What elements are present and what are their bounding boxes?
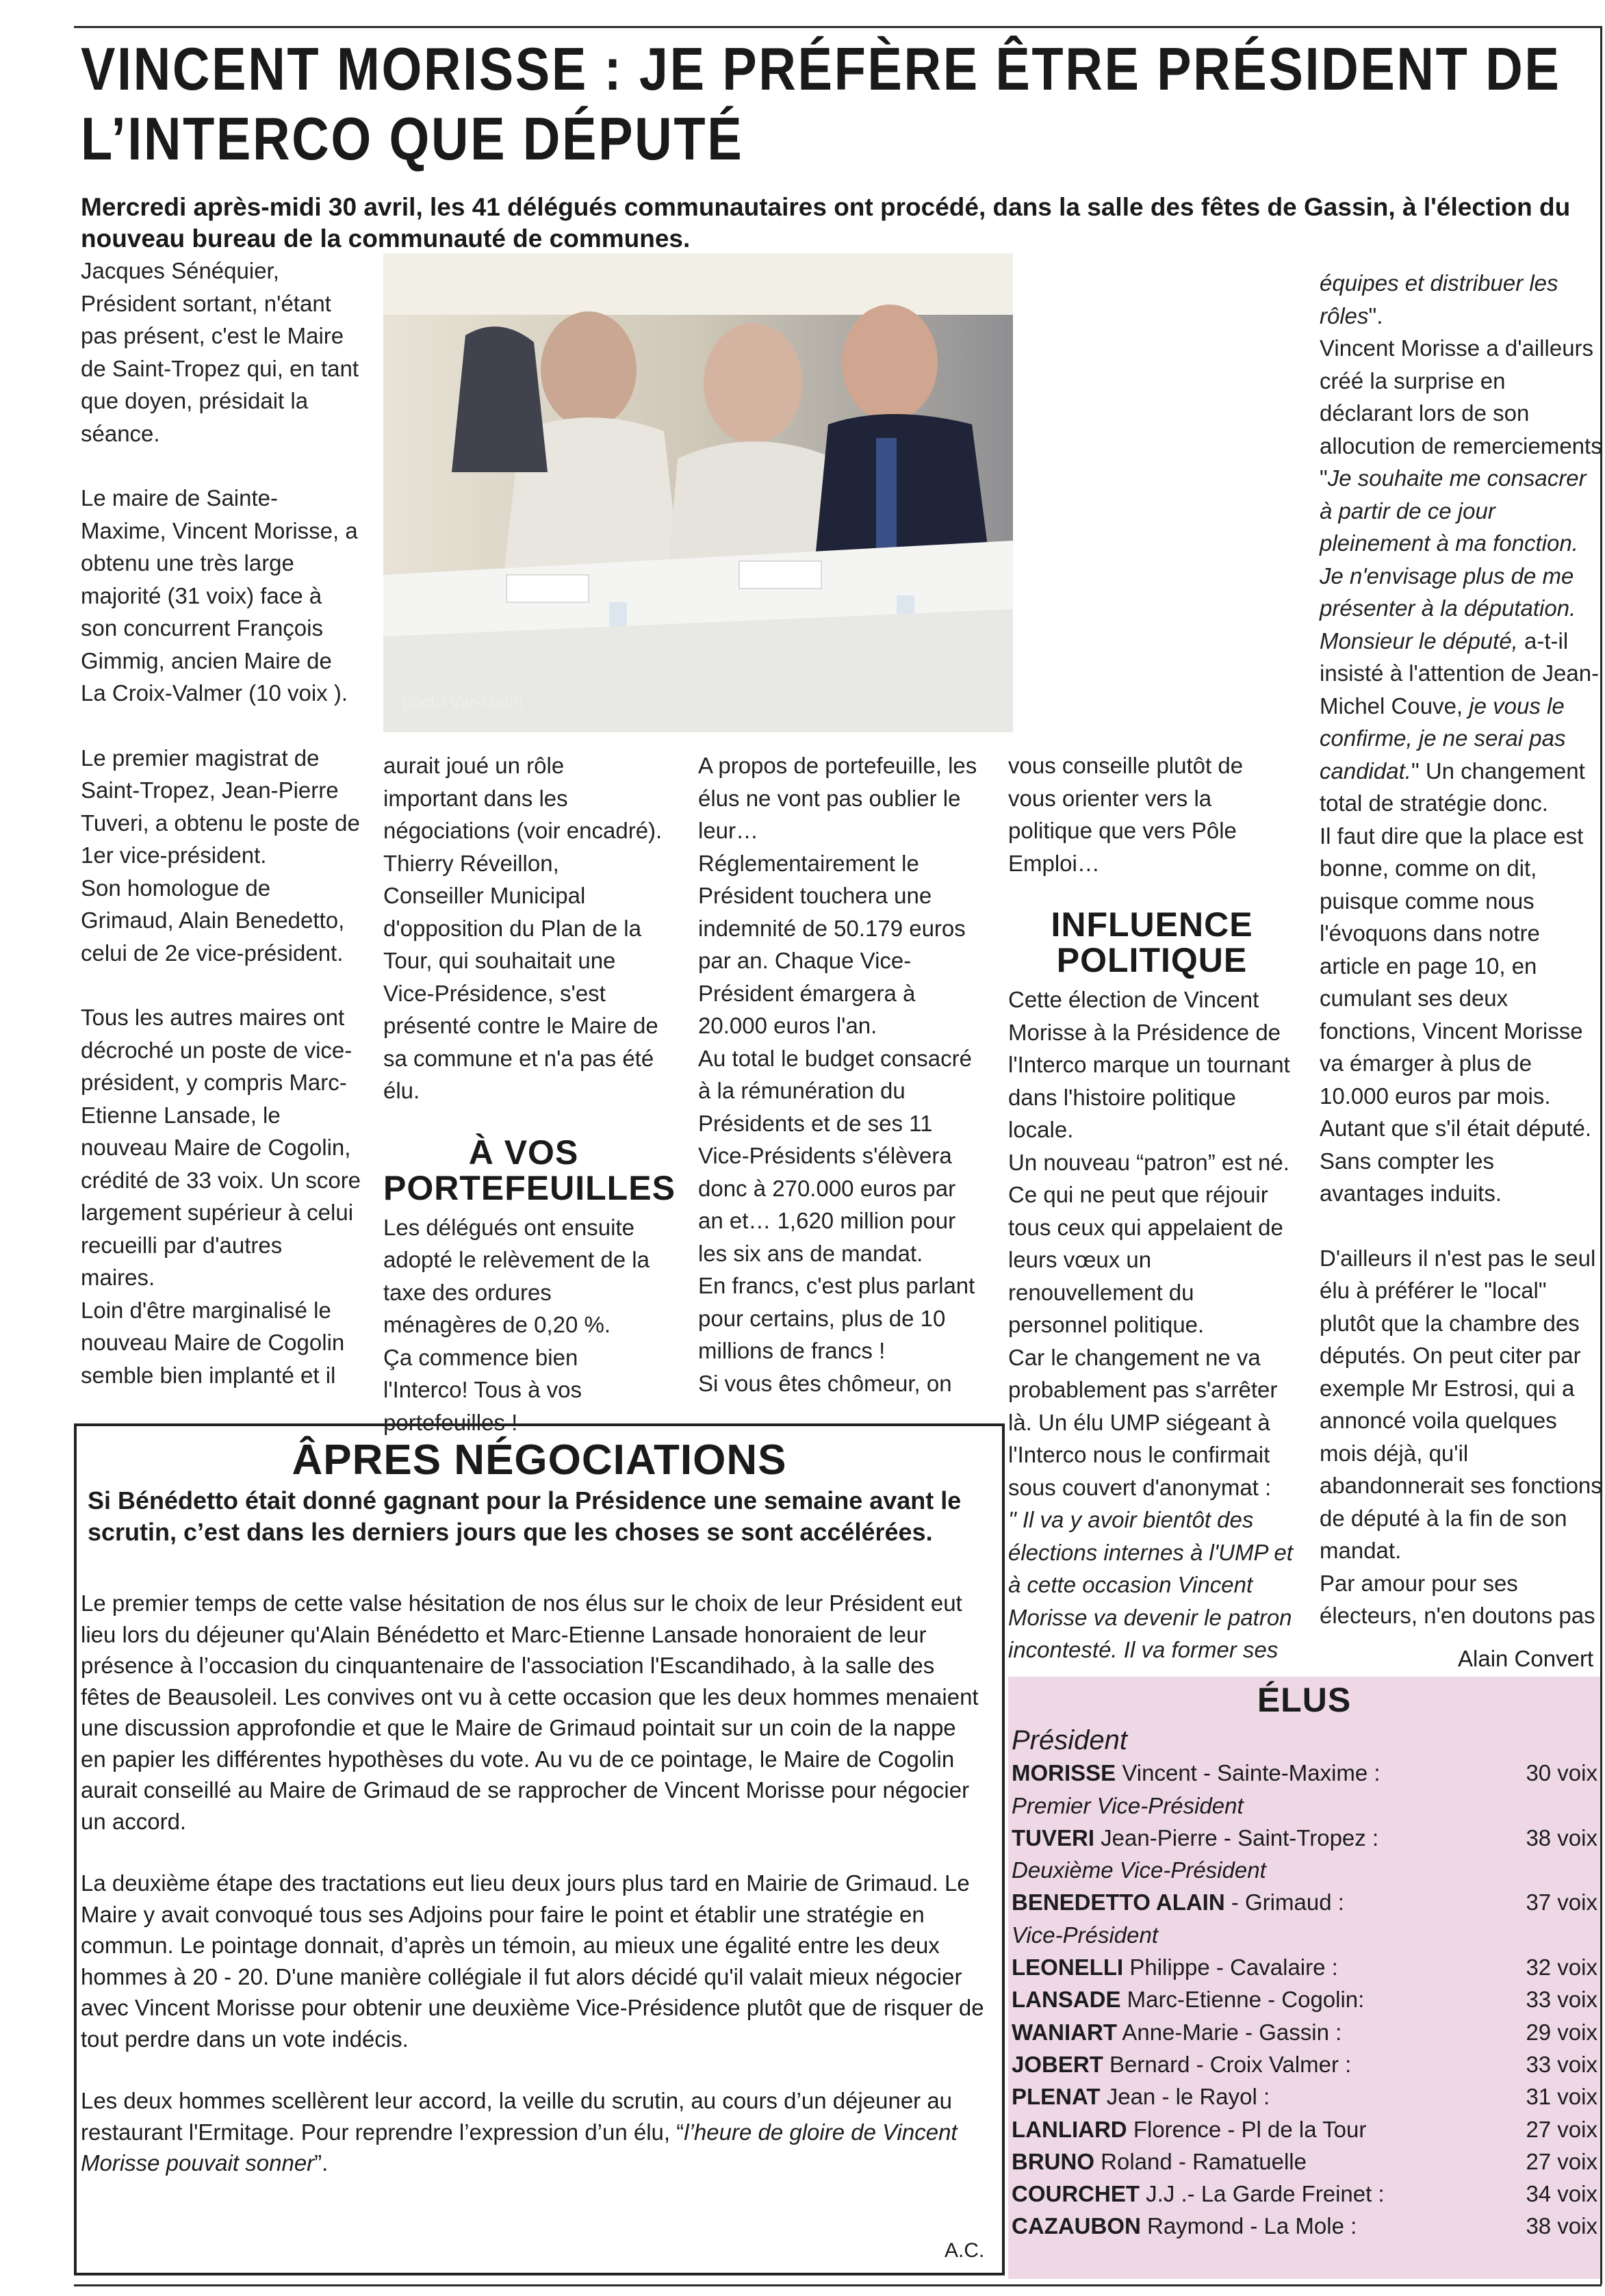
col3-paragraph: Si vous êtes chômeur, on — [698, 1370, 952, 1396]
box-paragraph: La deuxième étape des tractations eut lieu deux jours plus tard en Mairie de Grimaud. Le Maire y avait convoqué tous ses Adjoins pour faire le point et établir une stratégie en commun. Le pointage donnait, d’après un témoin, au mieux une égalité entre les deux hommes à 20 - 20. D'une manière collégiale il fut alors décidé qu'il valait mieux négocier avec Vincent Morisse pour obtenir une deuxième Vice-Présidence plutôt que de risquer de tout perdre dans un vote indécis. — [81, 1870, 984, 2052]
elus-row — [1012, 1822, 1600, 1854]
col1-paragraph: Tous les autres maires ont décroché un poste de vice-président, y compris Marc-Etienne Lansade, le nouveau Maire de Cogolin, crédité de 33 voix. Un score largement supérieur à celui recueilli par d'autres maires. — [81, 1005, 361, 1290]
photo-credit: photo Var-Matin — [402, 693, 524, 712]
elu-commune: Raymond - La Mole : — [1140, 2213, 1357, 2239]
elu-name: MORISSE — [1012, 1760, 1116, 1786]
elu-commune: Jean-Pierre - Saint-Tropez : — [1094, 1824, 1379, 1850]
elu-name: BENEDETTO ALAIN — [1012, 1889, 1225, 1916]
col1-paragraph: Le premier magistrat de Saint-Tropez, Jean-Pierre Tuveri, a obtenu le poste de 1er vice-président. — [81, 745, 360, 868]
elu-name: CAZAUBON — [1012, 2213, 1141, 2239]
col5-text: " Un changement total de stratégie donc. — [1320, 758, 1585, 816]
box-lead: Si Bénédetto était donné gagnant pour la Présidence une semaine avant le scrutin, c’est dans les derniers jours que les choses se sont accélérées. — [88, 1486, 962, 1546]
elus-row — [1012, 2113, 1600, 2145]
elu-name: JOBERT — [1012, 2051, 1103, 2077]
box-title: ÂPRES NÉGOCIATIONS — [292, 1436, 787, 1484]
elus-title: ÉLUS — [1257, 1681, 1352, 1719]
elu-votes: 33 voix — [1526, 1987, 1597, 2013]
role-label: Deuxième Vice-Président — [1012, 1857, 1266, 1883]
photo-illustration — [383, 253, 1013, 732]
elus-row — [1012, 1886, 1600, 1918]
col3-paragraph: Réglementairement le Président touchera une indemnité de 50.179 euros par an. Chaque Vice-Président émargera à 20.000 euros l'an. — [698, 850, 966, 1038]
top-rule — [74, 26, 1602, 28]
box-text: ”. — [314, 2150, 329, 2176]
elu-votes: 27 voix — [1526, 2116, 1597, 2142]
col4-paragraph: vous conseille plutôt de vous orienter vers la politique que vers Pôle Emploi… — [1008, 753, 1244, 876]
role-label: Premier Vice-Président — [1012, 1792, 1244, 1818]
col5-quote: équipes et distribuer les rôles — [1320, 270, 1558, 328]
elu-votes: 38 voix — [1526, 1824, 1597, 1850]
elus-list — [1012, 1725, 1600, 2243]
elus-row — [1012, 2016, 1600, 2048]
col1-paragraph: Le maire de Sainte-Maxime, Vincent Morisse, a obtenu une très large majorité (31 voix) face à son concurrent François Gimmig, ancien Maire de La Croix-Valmer (10 voix ). — [81, 485, 358, 706]
elu-name: COURCHET — [1012, 2181, 1140, 2207]
elu-votes: 38 voix — [1526, 2213, 1597, 2239]
box-text: Les deux hommes scellèrent leur accord, la veille du scrutin, au cours d’un déjeuner au restaurant l'Ermitage. Pour reprendre l’expression d’un élu, “ — [81, 2088, 953, 2145]
elu-name: TUVERI — [1012, 1824, 1095, 1850]
col5-text: Vincent Morisse a d'ailleurs créé la surprise en déclarant lors de son allocution de remerciements " — [1320, 335, 1602, 491]
col1-paragraph: Jacques Sénéquier, Président sortant, n'étant pas présent, c'est le Maire de Saint-Tropez qui, en tant que doyen, présidait la séance. — [81, 258, 359, 446]
col4-paragraph: Un nouveau “patron” est né. Ce qui ne peut que réjouir tous ceux qui appelaient de leurs vœux un renouvellement du personnel politique. — [1008, 1149, 1289, 1337]
elu-votes: 29 voix — [1526, 2019, 1597, 2045]
col5-paragraph: Autant que s'il était député. Sans compter les avantages induits. — [1320, 1115, 1592, 1206]
col5-quote-end: ". — [1368, 302, 1383, 328]
elu-votes: 27 voix — [1526, 2148, 1597, 2174]
col1-paragraph: Loin d'être marginalisé le nouveau Maire de Cogolin semble bien implanté et il — [81, 1297, 345, 1388]
bottom-rule — [74, 2284, 1602, 2286]
elu-commune: - Grimaud : — [1224, 1889, 1344, 1916]
col2-paragraph: Thierry Réveillon, Conseiller Municipal d'opposition du Plan de la Tour, qui souhaitait une Vice-Présidence, s'est présenté contre le Maire de sa commune et n'a pas été élu. — [383, 850, 658, 1103]
elu-commune: Roland - Ramatuelle — [1094, 2148, 1307, 2174]
box-paragraph: Le premier temps de cette valse hésitation de nos élus sur le choix de leur Président eut lieu lors du déjeuner qu'Alain Bénédetto et Marc-Etienne Lansade honoraient de leur présence à l’occasion du cinquantenaire de l'association l'Escandihado, à la salle des fêtes de Beausoleil. Les convives ont vu à cette occasion que les deux hommes menaient une discussion approfondie et que le Maire de Grimaud pointait sur un coin de la nappe en papier les différentes hypothèses du vote. Au vu de ce pointage, le Maire de Cogolin aurait conseillé au Maire de Grimaud de se rapprocher de Vincent Morisse pour négocier un accord. — [81, 1590, 979, 1834]
box-quote: l’heure de gloire de Vincent Morisse pouvait sonner — [81, 2119, 958, 2176]
elu-name: BRUNO — [1012, 2148, 1094, 2174]
elu-votes: 31 voix — [1526, 2084, 1597, 2110]
elu-commune: Vincent - Sainte-Maxime : — [1116, 1760, 1381, 1786]
elu-votes: 34 voix — [1526, 2181, 1597, 2207]
elu-name: LANLIARD — [1012, 2116, 1127, 2142]
subheading-portefeuilles: À VOS PORTEFEUILLES — [383, 1133, 676, 1207]
col3-paragraph: A propos de portefeuille, les élus ne vont pas oublier le leur… — [698, 753, 977, 843]
col3-paragraph: En francs, c'est plus parlant pour certains, plus de 10 millions de francs ! — [698, 1273, 975, 1363]
col5-paragraph: Par amour pour ses électeurs, n'en doutons pas — [1320, 1570, 1595, 1628]
elu-votes: 32 voix — [1526, 1955, 1597, 1981]
elu-name: PLENAT — [1012, 2084, 1101, 2110]
elu-name: LANSADE — [1012, 1987, 1121, 2013]
box-body — [81, 1588, 984, 2210]
col2-paragraph: aurait joué un rôle important dans les négociations (voir encadré). — [383, 753, 663, 843]
elu-commune: Marc-Etienne - Cogolin: — [1120, 1987, 1365, 2013]
elus-row — [1012, 1951, 1600, 1983]
column-3 — [698, 749, 982, 1399]
elus-row — [1012, 2080, 1600, 2113]
role-label: Président — [1012, 1725, 1127, 1755]
col4-quote: " Il va y avoir bientôt des élections internes à l'UMP et à cette occasion Vincent Morisse va devenir le patron incontesté. Il va former ses — [1008, 1507, 1293, 1662]
elu-votes: 37 voix — [1526, 1889, 1597, 1916]
column-4 — [1008, 749, 1296, 1666]
elu-commune: Jean - le Rayol : — [1100, 2084, 1270, 2110]
col5-quote: je vous le confirme, je ne serai pas candidat. — [1320, 693, 1566, 784]
col5-paragraph: D'ailleurs il n'est pas le seul élu à préférer le "local" plutôt que la chambre des députés. On peut citer par exemple Mr Estrosi, qui a annoncé voila quelques mois déjà, qu'il abandonnerait ses fonctions de député à la fin de son mandat. — [1320, 1245, 1602, 1563]
col5-paragraph: Il faut dire que la place est bonne, comme on dit, puisque comme nous l'évoquons dans notre article en page 10, en cumulant ses deux fonctions, Vincent Morisse va émarger à plus de 10.000 euros par mois. — [1320, 823, 1584, 1109]
elus-row — [1012, 2048, 1600, 2080]
subheading-influence: INFLUENCE POLITIQUE — [1051, 905, 1253, 979]
author-signature: Alain Convert — [1458, 1646, 1594, 1671]
elu-name: WANIART — [1012, 2019, 1117, 2045]
elus-row — [1012, 1757, 1600, 1789]
headline: VINCENT MORISSE : JE PRÉFÈRE ÊTRE PRÉSIDENT DE L’INTERCO QUE DÉPUTÉ — [81, 35, 1561, 172]
elu-commune: Anne-Marie - Gassin : — [1116, 2019, 1342, 2045]
column-2 — [383, 749, 676, 1439]
role-label: Vice-Président — [1012, 1922, 1159, 1948]
col5-quote: Je souhaite me consacrer à partir de ce jour pleinement à ma fonction. Je n'envisage plus de me présenter à la députation. Monsieur le député, — [1320, 465, 1587, 654]
elus-row — [1012, 2145, 1600, 2178]
elu-votes: 33 voix — [1526, 2051, 1597, 2077]
meeting-photo — [383, 253, 1013, 732]
col3-paragraph: Au total le budget consacré à la rémunération du Présidents et de ses 11 Vice-Présidents s'élèvera donc à 270.000 euros par an et… 1,620 million pour les six ans de mandat. — [698, 1045, 972, 1266]
col2-paragraph: Les délégués ont ensuite adopté le relèvement de la taxe des ordures ménagères de 0,20 %. — [383, 1214, 650, 1337]
elu-commune: Bernard - Croix Valmer : — [1103, 2051, 1352, 2077]
column-5 — [1320, 267, 1604, 1632]
col4-paragraph: Car le changement ne va probablement pas s'arrêter là. Un élu UMP siégeant à l'Interco nous le confirmait sous couvert d'anonymat : — [1008, 1344, 1278, 1500]
elus-row — [1012, 2210, 1600, 2242]
col5-text: a-t-il insisté à l'attention de Jean-Michel Couve, — [1320, 628, 1600, 719]
elu-commune: J.J .- La Garde Freinet : — [1140, 2181, 1385, 2207]
elus-row — [1012, 1983, 1600, 2015]
col2-paragraph: Ça commence bien l'Interco! Tous à vos portefeuilles ! — [383, 1344, 582, 1435]
elu-votes: 30 voix — [1526, 1760, 1597, 1786]
elu-name: LEONELLI — [1012, 1955, 1124, 1981]
elus-row — [1012, 2178, 1600, 2210]
col1-paragraph: Son homologue de Grimaud, Alain Benedetto, celui de 2e vice-président. — [81, 875, 345, 966]
col4-paragraph: Cette élection de Vincent Morisse à la Présidence de l'Interco marque un tournant dans l'histoire politique locale. — [1008, 987, 1290, 1142]
elu-commune: Florence - Pl de la Tour — [1127, 2116, 1367, 2142]
lead-paragraph: Mercredi après-midi 30 avril, les 41 délégués communautaires ont procédé, dans la salle des fêtes de Gassin, à l'élection du nouveau bureau de la communauté de communes. — [81, 193, 1571, 253]
column-1 — [81, 255, 361, 1391]
elu-commune: Philippe - Cavalaire : — [1123, 1955, 1338, 1981]
box-signature: A.C. — [945, 2239, 985, 2262]
